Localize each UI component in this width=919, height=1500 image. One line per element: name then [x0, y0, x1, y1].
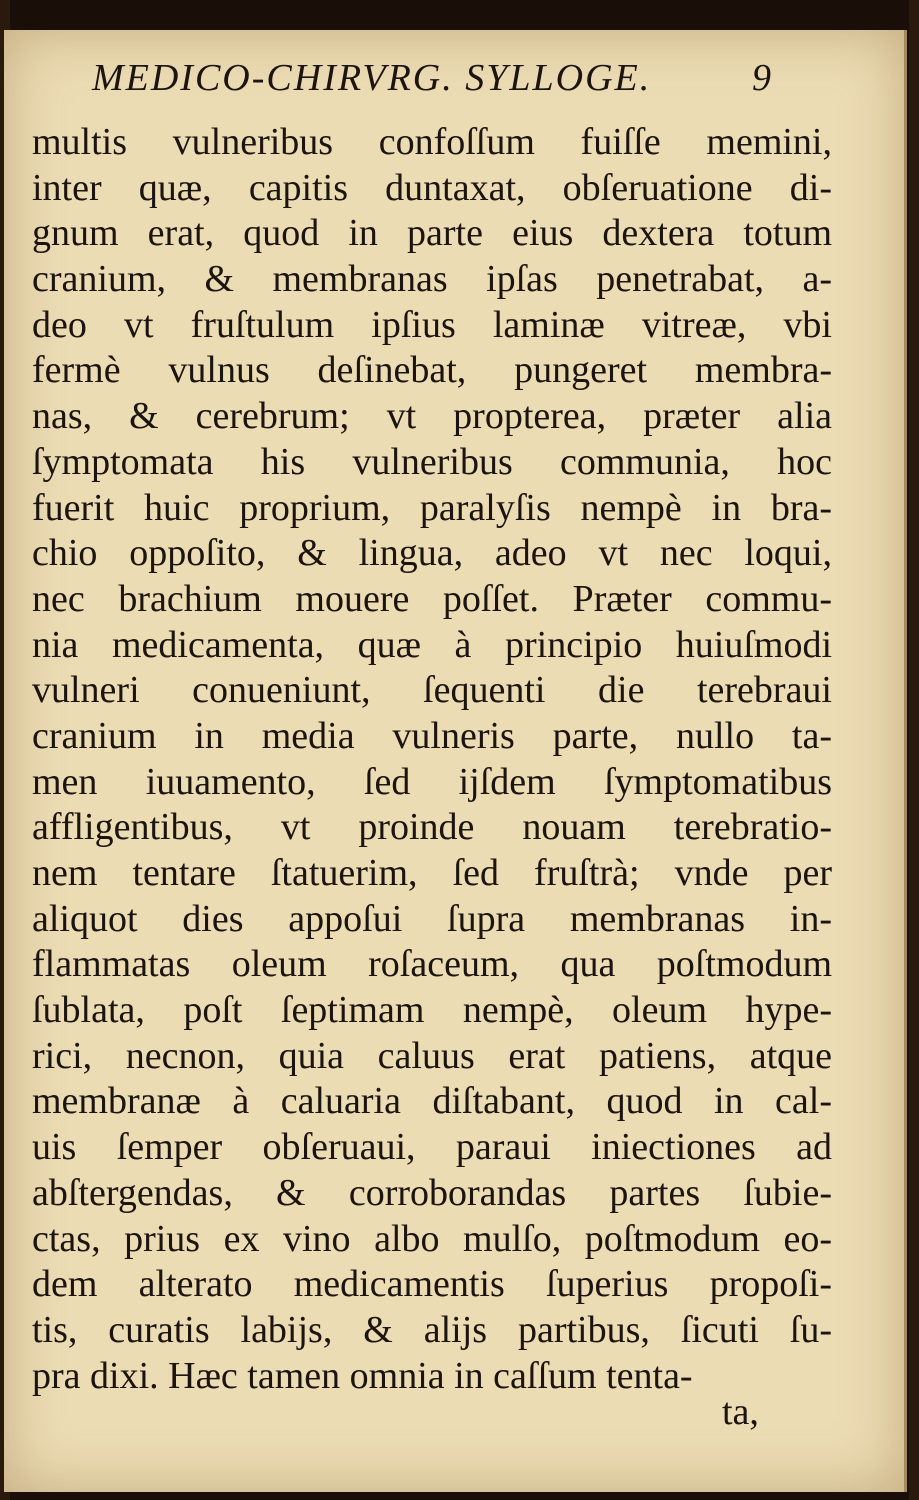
text-line: inter quæ, capitis duntaxat, obſeruatione di-: [32, 166, 832, 209]
text-line: dem alterato medicamentis ſuperius propoſi-: [32, 1263, 832, 1306]
page-number: 9: [752, 57, 773, 99]
text-line: flammatas oleum roſaceum, qua poſtmodum: [32, 943, 832, 986]
text-line: tis, curatis labijs, & alijs partibus, ſicuti ſu-: [32, 1308, 832, 1351]
text-line: nem tentare ſtatuerim, ſed fruſtrà; vnde per: [32, 852, 832, 894]
text-line: fuerit huic proprium, paralyſis nempè in bra-: [32, 486, 832, 529]
text-line: ctas, prius ex vino albo mulſo, poſtmodum eo-: [32, 1217, 832, 1260]
text-line: vulneri conueniunt, ſequenti die terebraui: [32, 669, 832, 712]
text-line: nec brachium mouere poſſet. Præter commu-: [32, 577, 832, 620]
book-page: [4, 30, 907, 1492]
text-line: multis vulneribus confoſſum fuiſſe memini,: [32, 121, 832, 163]
body-text: [32, 120, 832, 1399]
text-line: affligentibus, vt proinde nouam terebratio-: [32, 806, 832, 849]
text-line: cranium in media vulneris parte, nullo ta-: [32, 714, 832, 757]
text-line: aliquot dies appoſui ſupra membranas in-: [32, 897, 832, 940]
text-line: cranium, & membranas ipſas penetrabat, a-: [32, 258, 832, 301]
text-line: uis ſemper obſeruaui, paraui iniectiones ad: [32, 1126, 832, 1169]
text-line: chio oppoſito, & lingua, adeo vt nec loqui,: [32, 532, 832, 575]
text-line: nas, & cerebrum; vt propterea, præter alia: [32, 395, 832, 438]
running-head: MEDICO-CHIRVRG. SYLLOGE.: [92, 57, 652, 99]
text-line: abſtergendas, & corroborandas partes ſubie-: [32, 1171, 832, 1214]
text-line: pra dixi. Hæc tamen omnia in caſſum tenta-: [32, 1354, 693, 1397]
page-header: [84, 50, 784, 114]
text-line: deo vt fruſtulum ipſius laminæ vitreæ, vbi: [32, 303, 832, 346]
text-line: rici, necnon, quia caluus erat patiens, atque: [32, 1034, 832, 1077]
text-line: ſublata, poſt ſeptimam nempè, oleum hype-: [32, 989, 832, 1032]
catchword: ta,: [722, 1391, 759, 1433]
text-line: men iuuamento, ſed ijſdem ſymptomatibus: [32, 760, 832, 803]
text-line: fermè vulnus deſinebat, pungeret membra-: [32, 349, 832, 392]
text-line: nia medicamenta, quæ à principio huiuſmodi: [32, 623, 832, 666]
text-line: ſymptomata his vulneribus communia, hoc: [32, 440, 832, 483]
text-line: membranæ à caluaria diſtabant, quod in cal-: [32, 1080, 832, 1123]
text-line: gnum erat, quod in parte eius dextera totum: [32, 212, 832, 255]
right-binding-edge: [909, 0, 919, 1500]
